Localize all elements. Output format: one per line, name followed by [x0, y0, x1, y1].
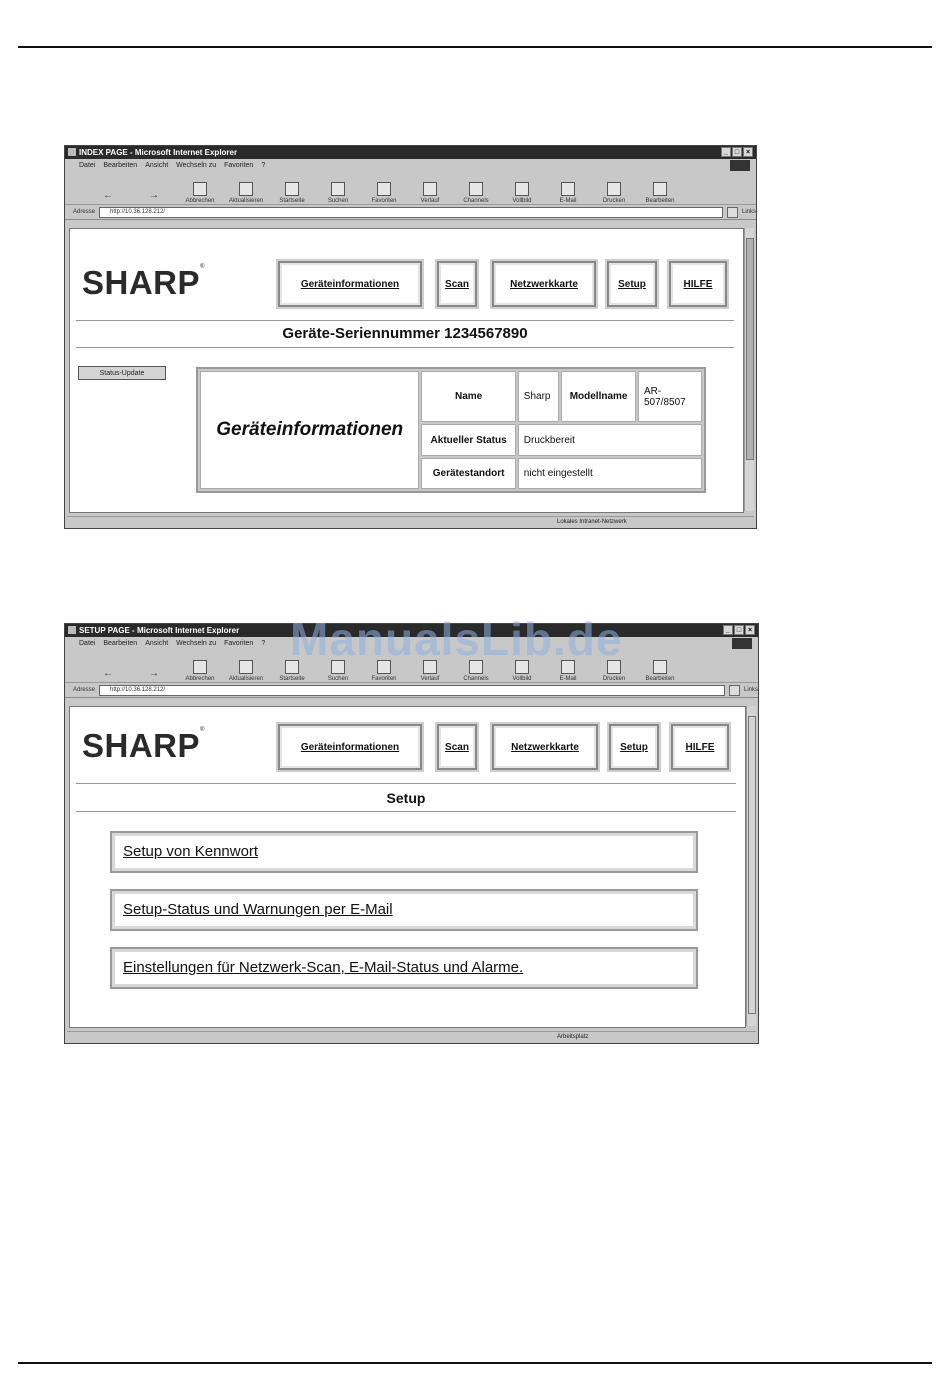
title-bar — [65, 146, 756, 159]
address-dropdown-icon[interactable] — [727, 207, 738, 218]
ie-throbber-icon — [730, 160, 750, 171]
window-title: INDEX PAGE - Microsoft Internet Explorer — [79, 148, 238, 157]
page-viewport — [69, 228, 744, 513]
address-dropdown-icon[interactable] — [729, 685, 740, 696]
fullscreen-button[interactable]: Vollbild — [499, 660, 545, 682]
forward-arrow-icon: → — [149, 668, 159, 679]
back-arrow-icon: ← — [103, 668, 113, 679]
edit-button[interactable]: Bearbeiten — [637, 182, 683, 204]
zone-label: Arbeitsplatz — [557, 1034, 589, 1040]
edit-button[interactable]: Bearbeiten — [637, 660, 683, 682]
stop-icon — [193, 660, 207, 674]
menu-help[interactable]: ? — [261, 162, 266, 169]
favorites-button[interactable]: Favoriten — [361, 182, 407, 204]
scroll-thumb[interactable] — [748, 716, 756, 1014]
status-update-button[interactable]: Status-Update — [78, 366, 166, 380]
status-label: Aktueller Status — [421, 424, 515, 455]
menu-bearbeiten[interactable]: Bearbeiten — [103, 640, 138, 647]
device-info-table — [196, 367, 706, 493]
refresh-button[interactable]: Aktualisieren — [223, 660, 269, 682]
setup-link-email-status[interactable]: Setup-Status und Warnungen per E-Mail — [110, 889, 698, 931]
minimize-button[interactable]: _ — [721, 147, 731, 157]
status-value: Druckbereit — [518, 424, 702, 455]
scroll-thumb[interactable] — [746, 238, 754, 460]
nav-scan[interactable]: Scan — [437, 261, 477, 307]
menu-datei[interactable]: Datei — [79, 162, 96, 169]
sharp-logo: SHARP® — [82, 727, 205, 764]
window-title: SETUP PAGE - Microsoft Internet Explorer — [79, 626, 240, 635]
toolbar — [65, 172, 756, 205]
bottom-rule — [18, 1362, 932, 1364]
nav-netzwerkkarte[interactable]: Netzwerkkarte — [492, 261, 596, 307]
vertical-scrollbar[interactable] — [746, 706, 756, 1026]
menu-favoriten[interactable]: Favoriten — [224, 162, 254, 169]
stop-button[interactable]: Abbrechen — [177, 660, 223, 682]
sharp-logo: SHARP® — [82, 264, 205, 301]
address-bar — [65, 683, 758, 698]
fullscreen-button[interactable]: Vollbild — [499, 182, 545, 204]
channels-button[interactable]: Channels — [453, 182, 499, 204]
page-viewport — [69, 706, 746, 1028]
menu-wechseln[interactable]: Wechseln zu — [176, 162, 217, 169]
close-button[interactable]: × — [745, 625, 755, 635]
favorites-button[interactable]: Favoriten — [361, 660, 407, 682]
forward-button[interactable] — [131, 190, 177, 204]
nav-hilfe[interactable]: HILFE — [669, 261, 727, 307]
history-button[interactable]: Verlauf — [407, 660, 453, 682]
minimize-button[interactable]: _ — [723, 625, 733, 635]
print-icon — [607, 182, 621, 196]
address-bar — [65, 205, 756, 220]
browser-window-index — [64, 145, 757, 529]
top-rule — [18, 46, 932, 48]
status-bar — [67, 1031, 756, 1042]
nav-geraeteinformationen[interactable]: Geräteinformationen — [278, 261, 422, 307]
refresh-button[interactable]: Aktualisieren — [223, 182, 269, 204]
vertical-scrollbar[interactable] — [744, 228, 754, 511]
ie-throbber-icon — [732, 638, 752, 649]
history-button[interactable]: Verlauf — [407, 182, 453, 204]
address-input[interactable]: http://10.36.128.212/ — [99, 685, 725, 696]
location-label: Gerätestandort — [421, 458, 515, 489]
nav-hilfe[interactable]: HILFE — [671, 724, 729, 770]
edit-icon — [653, 660, 667, 674]
divider-top — [76, 320, 734, 321]
search-icon — [331, 182, 345, 196]
nav-setup[interactable]: Setup — [609, 724, 659, 770]
print-button[interactable]: Drucken — [591, 660, 637, 682]
menu-favoriten[interactable]: Favoriten — [224, 640, 254, 647]
mail-icon — [561, 182, 575, 196]
edit-icon — [653, 182, 667, 196]
status-bar — [67, 516, 754, 527]
model-value: AR-507/8507 — [638, 371, 702, 422]
forward-arrow-icon: → — [149, 190, 159, 201]
fullscreen-icon — [515, 182, 529, 196]
search-button[interactable]: Suchen — [315, 182, 361, 204]
channels-icon — [469, 182, 483, 196]
maximize-button[interactable]: □ — [732, 147, 742, 157]
home-button[interactable]: Startseite — [269, 182, 315, 204]
refresh-icon — [239, 660, 253, 674]
back-button[interactable] — [85, 190, 131, 204]
links-label[interactable]: Links — [741, 209, 756, 215]
stop-button[interactable]: Abbrechen — [177, 182, 223, 204]
setup-link-kennwort[interactable]: Setup von Kennwort — [110, 831, 698, 873]
nav-geraeteinformationen[interactable]: Geräteinformationen — [278, 724, 422, 770]
name-label: Name — [421, 371, 515, 422]
channels-button[interactable]: Channels — [453, 660, 499, 682]
setup-heading: Setup — [386, 790, 426, 806]
menu-wechseln[interactable]: Wechseln zu — [176, 640, 217, 647]
back-arrow-icon: ← — [103, 190, 113, 201]
name-value: Sharp — [518, 371, 559, 422]
maximize-button[interactable]: □ — [734, 625, 744, 635]
mail-button[interactable]: E-Mail — [545, 660, 591, 682]
address-label: Adresse — [73, 687, 96, 693]
ie-icon — [68, 148, 76, 156]
serial-heading: Geräte-Seriennummer 1234567890 — [282, 325, 528, 342]
history-icon — [423, 182, 437, 196]
address-label: Adresse — [73, 209, 96, 215]
address-input[interactable]: http://10.36.128.212/ — [99, 207, 723, 218]
ie-icon — [68, 626, 76, 634]
close-button[interactable]: × — [743, 147, 753, 157]
divider-bottom — [76, 347, 734, 348]
location-value: nicht eingestellt — [518, 458, 702, 489]
refresh-icon — [239, 182, 253, 196]
zone-label: Lokales Intranet-Netzwerk — [557, 519, 627, 525]
links-label[interactable]: Links — [743, 687, 758, 693]
stop-icon — [193, 182, 207, 196]
watermark: ManualsLib.de — [290, 613, 623, 665]
browser-window-setup — [64, 623, 759, 1044]
mail-button[interactable]: E-Mail — [545, 182, 591, 204]
setup-link-netzwerk-scan[interactable]: Einstellungen für Netzwerk-Scan, E-Mail-Status und Alarme. — [110, 947, 698, 989]
divider-top — [76, 783, 736, 784]
forward-button[interactable] — [131, 668, 177, 682]
menu-help[interactable]: ? — [261, 640, 266, 647]
info-title: Geräteinformationen — [200, 371, 419, 489]
back-button[interactable] — [85, 668, 131, 682]
favorites-icon — [377, 182, 391, 196]
menu-bearbeiten[interactable]: Bearbeiten — [103, 162, 138, 169]
nav-setup[interactable]: Setup — [607, 261, 657, 307]
divider-bottom — [76, 811, 736, 812]
menu-bar — [65, 159, 756, 172]
nav-scan[interactable]: Scan — [437, 724, 477, 770]
home-button[interactable]: Startseite — [269, 660, 315, 682]
home-icon — [285, 182, 299, 196]
print-button[interactable]: Drucken — [591, 182, 637, 204]
nav-netzwerkkarte[interactable]: Netzwerkkarte — [492, 724, 598, 770]
menu-ansicht[interactable]: Ansicht — [145, 640, 169, 647]
search-button[interactable]: Suchen — [315, 660, 361, 682]
menu-ansicht[interactable]: Ansicht — [145, 162, 169, 169]
menu-datei[interactable]: Datei — [79, 640, 96, 647]
model-label: Modellname — [561, 371, 636, 422]
